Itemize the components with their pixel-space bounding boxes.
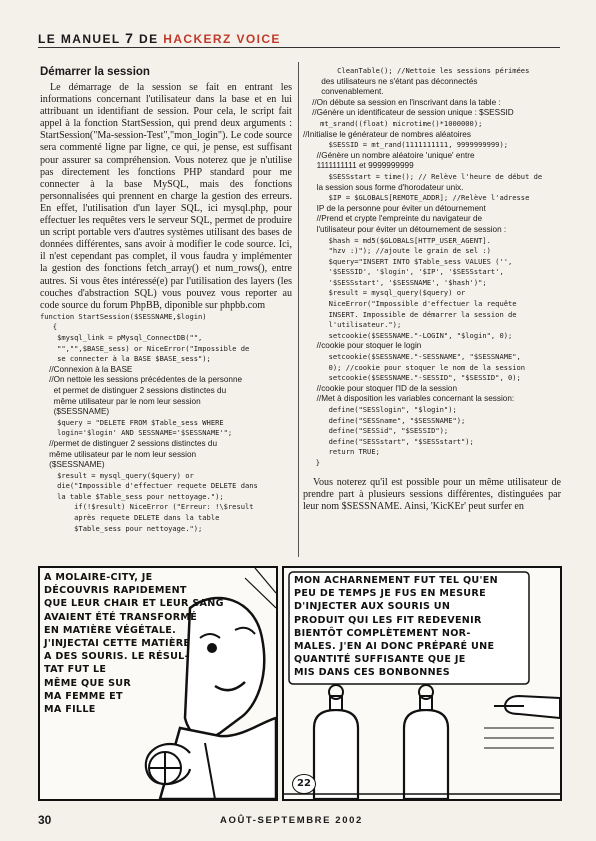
- code-comment-line: ($SESSNAME): [40, 407, 110, 417]
- code-line: INSERT. Impossible de démarrer la session de: [303, 309, 517, 319]
- comic-text-right: MON ACHARNEMENT FUT TEL QU'EN PEU DE TEMPS JE FUS EN MESURE D'INJECTER AUX SOURIS UN PRODUIT QUI LES FIT REDEVENIR BIENTÔT COMPLÈTEMENT NOR- MALES. J'EN AI DONC PRÉPARÉ UNE QUANTITÉ SUFFISANTE QUE JE MIS DANS CES BONBONNES: [294, 575, 498, 679]
- code-comment-line: //On nettoie les sessions précédentes de la personne: [40, 375, 243, 385]
- code-line: define("SESSname", "$SESSNAME");: [303, 415, 466, 425]
- code-line: $query = "DELETE FROM $Table_sess WHERE: [40, 417, 224, 427]
- code-comment-line: //Initialise le générateur de nombres aléatoires: [303, 129, 471, 139]
- header-rule: [38, 47, 560, 48]
- code-line: '$SESSID', '$login', '$IP', '$SESSstart',: [303, 267, 504, 277]
- code-comment-line: //Met à disposition les variables concernant la session:: [303, 394, 515, 404]
- code-comment-line: même utilisateur par le nom leur session: [40, 396, 201, 406]
- code-line: function StartSession($SESSNAME,$login): [40, 311, 207, 321]
- code-line: setcookie($SESSNAME."-SESSID", "$SESSID", 0);: [303, 373, 521, 383]
- code-line: $mysql_link = pMysql_ConnectDB("",: [40, 332, 203, 342]
- code-line: l'utilisateur.");: [303, 320, 402, 330]
- code-line: {: [40, 322, 58, 332]
- running-title: [38, 30, 281, 46]
- code-comment-line: //Génère un nombre aléatoire 'unique' entre: [303, 150, 475, 160]
- code-comment-line: même utilisateur par le nom leur session: [40, 449, 197, 459]
- code-line: $hash = md5($GLOBALS[HTTP_USER_AGENT].: [303, 235, 491, 245]
- comic-panel-right: [282, 566, 562, 801]
- speech-box-right: [294, 574, 562, 801]
- code-line: "hzv :)"); //ajoute le grain de sel :): [303, 246, 491, 256]
- code-comment-line: 1111111111 et 9999999999: [303, 161, 414, 171]
- code-comment-line: //Génère un identificateur de session unique : $SESSID: [303, 108, 514, 118]
- header-prefix: LE MANUEL: [38, 32, 121, 46]
- code-comment-line: la session sous forme d'horodateur unix.: [303, 182, 464, 192]
- code-comment-line: //cookie pour stoquer l'ID de la session: [303, 383, 458, 393]
- code-line: die("Impossible d'effectuer requete DELETE dans: [40, 481, 258, 491]
- code-line: }: [303, 457, 321, 467]
- column-divider: [298, 62, 299, 557]
- page-footer: [38, 813, 560, 831]
- code-line: $IP = $GLOBALS[REMOTE_ADDR]; //Relève l'adresse: [303, 193, 530, 203]
- comic-panel-left: [38, 566, 278, 801]
- header-number: 7: [125, 30, 135, 46]
- code-line: define("SESSstart", "$SESSstart");: [303, 436, 474, 446]
- code-line: $Table_sess pour nettoyage.");: [40, 523, 203, 533]
- code-line: NiceError("Impossible d'effectuer la requête: [303, 299, 517, 309]
- header-brand: HACKERZ VOICE: [163, 32, 281, 46]
- code-comment-line: des utilisateurs ne s'étant pas déconnectés: [303, 76, 478, 86]
- code-line: "","",$BASE_sess) or NiceError("Impossible de: [40, 343, 250, 353]
- code-line: $SESSstart = time(); // Relève l'heure de début de: [303, 171, 543, 181]
- code-line: après requete DELETE dans la table: [40, 513, 220, 523]
- code-line: $query="INSERT INTO $Table_sess VALUES ('',: [303, 256, 513, 266]
- page-number: 30: [38, 813, 52, 827]
- code-comment-line: //permet de distinguer 2 sessions distinctes du: [40, 438, 218, 448]
- code-line: $result = mysql_query($query) or: [40, 470, 194, 480]
- code-line: se connecter à la BASE $BASE_sess");: [40, 354, 211, 364]
- code-line: login='$login' AND SESSNAME='$SESSNAME'";: [40, 428, 233, 438]
- header-mid: DE: [139, 32, 159, 46]
- comic-text-left: A MOLAIRE-CITY, JE DÉCOUVRIS RAPIDEMENT QUE LEUR CHAIR ET LEUR SANG AVAIENT ÉTÉ TRANSFORMÉ EN MATIÈRE VÉGÉTALE. J'INJECTAI CETTE MATIÈRE A DES SOURIS. LE RÉSUL- TAT FUT LE MÊME QUE SUR MA FEMME ET MA FILLE: [44, 572, 224, 716]
- code-comment-line: //cookie pour stoquer le login: [303, 341, 422, 351]
- code-comment-line: convenablement.: [303, 87, 384, 97]
- code-listing-left: [40, 312, 292, 534]
- code-comment-line: ($SESSNAME): [40, 460, 105, 470]
- code-line: $SESSID = mt_rand(1111111111, 9999999999);: [303, 140, 508, 150]
- issue-date: AOÛT-SEPTEMBRE 2002: [220, 815, 363, 826]
- right-column: [303, 66, 561, 513]
- left-column: [40, 66, 292, 534]
- code-line: mt_srand((float) microtime()*1000000);: [303, 118, 483, 128]
- code-line: la table $Table_sess pour nettoyage.");: [40, 491, 224, 501]
- code-line: define("SESSlogin", "$login");: [303, 405, 457, 414]
- code-line: '$SESSstart', '$SESSNAME', '$hash')";: [303, 277, 487, 287]
- code-line: $result = mysql_query($query) or: [303, 288, 466, 298]
- code-comment-line: l'utilisateur pour éviter un détournement de session :: [303, 224, 507, 234]
- code-line: setcookie($SESSNAME."-LOGIN", "$login", 0);: [303, 330, 513, 340]
- page-header: [38, 30, 560, 48]
- code-line: return TRUE;: [303, 447, 380, 457]
- code-line: if(!$result) NiceError ("Erreur: !\$result: [40, 502, 254, 512]
- code-comment-line: //Connexion à la BASE: [40, 364, 133, 374]
- code-comment-line: et permet de distinguer 2 sessions distinctes du: [40, 385, 227, 395]
- code-comment-line: //Prend et crypte l'empreinte du navigateur de: [303, 214, 483, 224]
- section-heading: Démarrer la session: [40, 66, 150, 78]
- panel-number: 22: [292, 774, 316, 794]
- code-line: define("SESSid", "$SESSID");: [303, 426, 449, 436]
- intro-paragraph: Le démarrage de la session se fait en entrant les informations concernant l'utilisateur dans la base et en lui attribuant un identifiant de session. Pour cela, le script fait appel à la fonction StartSession, qui prend deux arguments : StartSession("Ma-session-Test","mon_login"). Le code source sera commenté ligne par ligne, ce qui, je pense, est suffisant pour assurer sa compréhension. Vous noterez que je n'utilise pas directement les fonctions PHP standard pour me connecter à la base MySQL, mais des fonctions personnalisées qui prennent en charge la gestion des erreurs. En effet, l'utilisation d'un layer SQL, ici mysql.php, pour effectuer les requêtes vers le serveur SQL, permet de produire un script portable vers d'autres systèmes utilisant des bases de données différentes, sans avoir à modifier le code source. Ici, il n'est cependant pas complet, il vous faudra y implémenter la gestion des fonctions fetch_array() et num_rows(), entre autres. Si vous êtes intéressé(e) par l'utilisation des layers (les couches d'abstraction SQL) vous pouvez vous reporter au code source du forum PhpBB, diponible sur phpbb.com: [40, 82, 292, 311]
- code-line: CleanTable(); //Nettoie les sessions périmées: [303, 66, 530, 75]
- code-comment-line: IP de la personne pour éviter un détournement: [303, 203, 486, 213]
- closing-paragraph: Vous noterez qu'il est possible pour un même utilisateur de prendre part à plusieurs sessions différentes, distinguées par leur nom $SESSNAME. Ainsi, 'KicKEr' peut surfer en: [303, 476, 561, 512]
- code-comment-line: //On débute sa session en l'inscrivant dans la table :: [303, 97, 501, 107]
- code-line: setcookie($SESSNAME."-SESSNAME", "$SESSNAME",: [303, 352, 521, 362]
- speech-box-left: [44, 571, 278, 801]
- code-line: 0); //cookie pour stoquer le nom de la session: [303, 362, 526, 372]
- code-listing-right: [303, 66, 561, 469]
